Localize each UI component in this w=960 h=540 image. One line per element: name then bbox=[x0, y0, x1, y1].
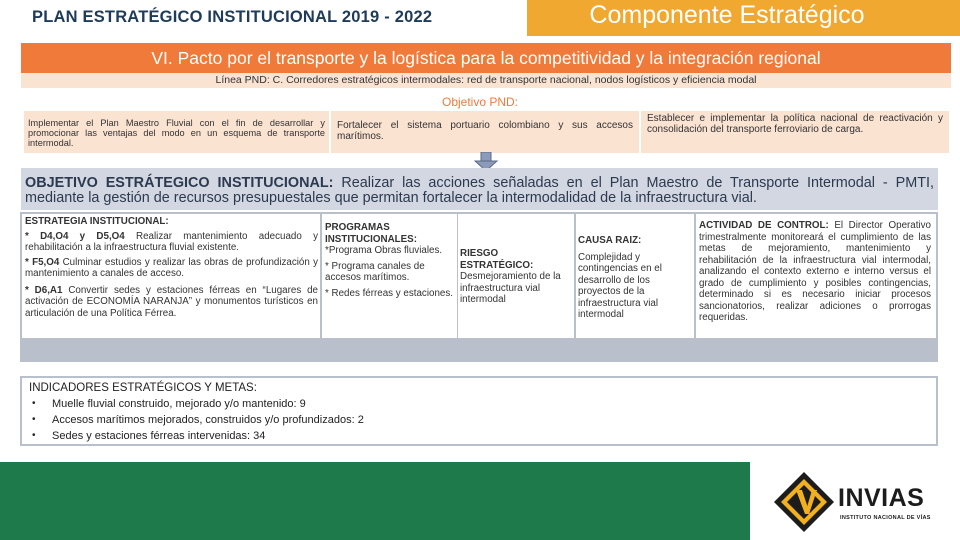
institutional-objective bbox=[21, 168, 938, 210]
institutional-objective-label: OBJETIVO ESTRÁTEGICO INSTITUCIONAL: bbox=[25, 175, 334, 191]
pnd-objective-item: Implementar el Plan Maestro Fluvial con el fin de desarrollar y promocionar las ventajas del modo en un esquema de transporte intermodal. bbox=[24, 111, 329, 153]
strategy-text: Convertir sedes y estaciones férreas en “Lugares de activación de ECONOMÍA NARANJA” y monumentos turísticos en articulación de una Política Férrea. bbox=[25, 284, 318, 319]
strategy-item bbox=[25, 231, 318, 254]
strategy-code: * D4,O4 y D5,O4 bbox=[25, 230, 125, 242]
risk-label: RIESGO ESTRATÉGICO: bbox=[460, 248, 534, 271]
page-title: PLAN ESTRATÉGICO INSTITUCIONAL 2019 - 2022 bbox=[32, 8, 433, 26]
pnd-objective-label: Objetivo PND: bbox=[441, 95, 519, 109]
pnd-line: Línea PND: C. Corredores estratégicos intermodales: red de transporte nacional, nodos logísticos y eficiencia modal bbox=[21, 73, 951, 88]
strategy-text: Realizar mantenimiento adecuado y rehabilitación a la infraestructura fluvial existente. bbox=[25, 230, 318, 253]
pnd-objective-item: Establecer e implementar la política nacional de reactivación y consolidación del transporte ferroviario de carga. bbox=[641, 111, 949, 153]
strategy-label: ESTRATEGIA INSTITUCIONAL: bbox=[25, 216, 169, 227]
pact-title-bar: VI. Pacto por el transporte y la logística para la competitividad y la integración regional bbox=[21, 43, 951, 73]
root-cause-label: CAUSA RAIZ: bbox=[578, 235, 642, 246]
risk-text: Desmejoramiento de la infraestructura vial intermodal bbox=[460, 271, 561, 305]
strategy-item bbox=[25, 257, 318, 280]
pnd-objective-item: Fortalecer el sistema portuario colombiano y sus accesos marítimos. bbox=[331, 111, 639, 153]
strategy-item bbox=[25, 285, 318, 320]
control-cell bbox=[696, 214, 936, 338]
logo-subtitle: INSTITUTO NACIONAL DE VÍAS bbox=[840, 515, 931, 521]
logo-name: INVIAS bbox=[838, 484, 925, 512]
indicator-item: • Sedes y estaciones férreas intervenidas: 34 bbox=[29, 428, 929, 444]
indicators-label: INDICADORES ESTRATÉGICOS Y METAS: bbox=[29, 382, 257, 394]
risk-cell bbox=[458, 214, 574, 338]
root-cause-cell bbox=[576, 214, 694, 338]
invias-logo-icon bbox=[772, 470, 836, 534]
program-item: *Programa Obras fluviales. bbox=[325, 245, 443, 256]
indicators-box bbox=[20, 376, 938, 446]
indicator-item: • Accesos marítimos mejorados, construidos y/o profundizados: 2 bbox=[29, 412, 929, 428]
root-cause-text: Complejidad y contingencias en el desarrollo de los proyectos de la infraestructura vial intermodal bbox=[578, 251, 662, 320]
strategy-code: * F5,O4 bbox=[25, 256, 60, 268]
component-title: Componente Estratégico bbox=[589, 1, 865, 29]
indicators-list bbox=[29, 396, 929, 444]
strategy-cell bbox=[22, 214, 320, 338]
programs-cell bbox=[322, 214, 457, 338]
strategy-text: Culminar estudios y realizar las obras de profundización y mantenimiento a canales de acceso. bbox=[25, 256, 318, 279]
program-item: * Programa canales de accesos marítimos. bbox=[325, 260, 425, 283]
indicator-item: • Muelle fluvial construido, mejorado y/o mantenido: 9 bbox=[29, 396, 929, 412]
programs-label: PROGRAMAS INSTITUCIONALES: bbox=[325, 222, 417, 245]
program-item: * Redes férreas y estaciones. bbox=[325, 287, 453, 299]
strategy-code: * D6,A1 bbox=[25, 284, 63, 296]
control-text: El Director Operativo trimestralmente monitoreará el cumplimiento de las metas de mejoramiento, mantenimiento y rehabilitación de la infraestructura vial intermodal, analizando el contexto externo e interno versus el grado de cumplimiento y posibles contingencias, determinado si es necesario iniciar procesos sancionatorios, realizar adiciones o prorrogas requeridas. bbox=[699, 220, 931, 323]
control-label: ACTIVIDAD DE CONTROL: bbox=[699, 220, 829, 231]
institutional-objective-text: Realizar las acciones señaladas en el Plan Maestro de Transporte Intermodal - PMTI, mediante la gestión de recursos presupuestales que permitan fortalecer la intermodalidad de la infraestructura vial. bbox=[25, 175, 935, 206]
